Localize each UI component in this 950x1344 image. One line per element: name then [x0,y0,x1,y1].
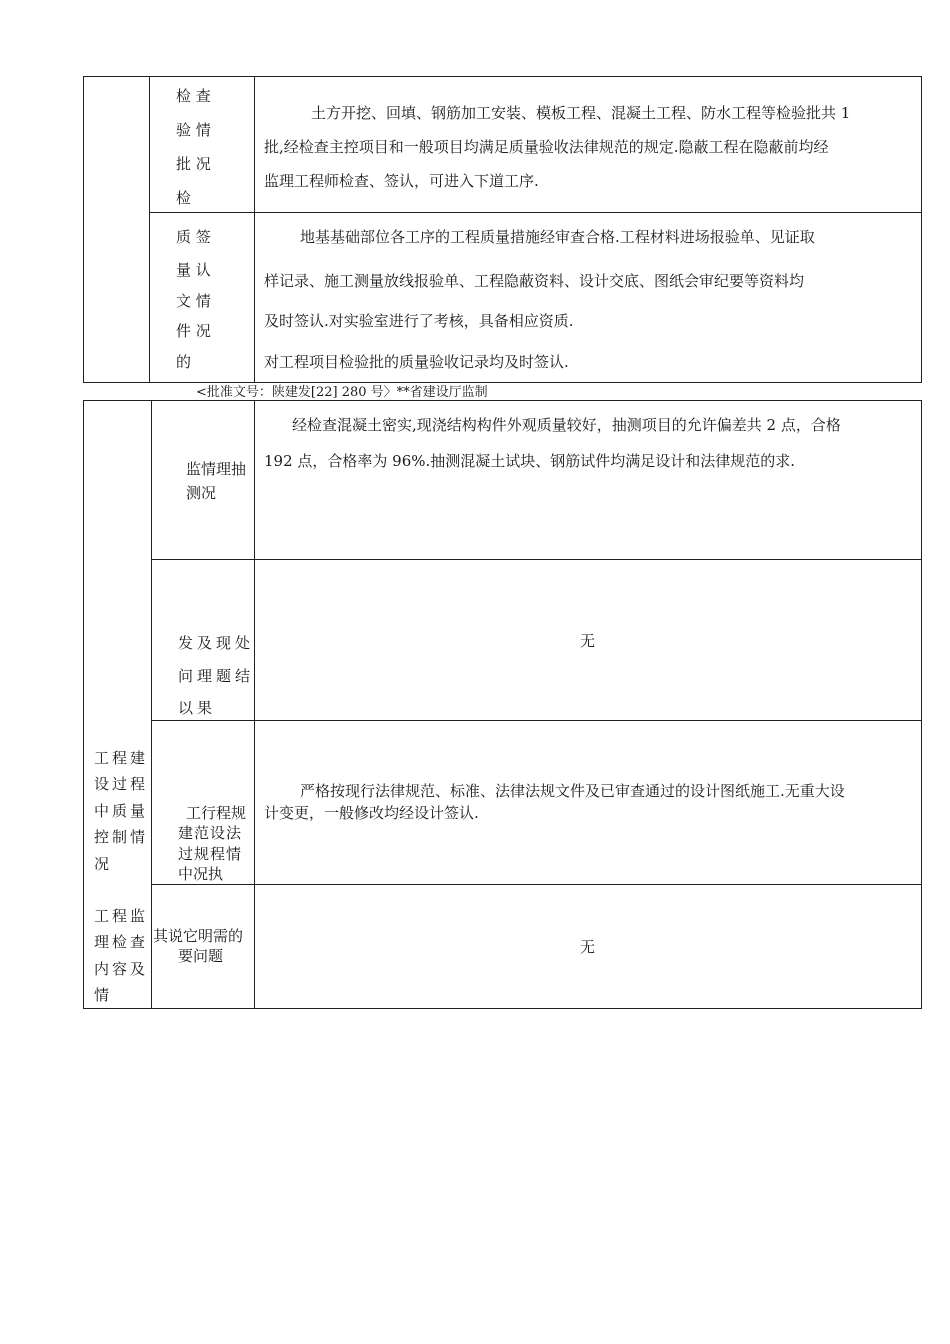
label-line: 的 [176,353,192,371]
content-line: 监理工程师检查、签认，可进入下道工序. [264,172,539,190]
content-line: 严格按现行法律规范、标准、法律法规文件及已审查通过的设计图纸施工.无重大设 [300,782,845,800]
content-line: 及时签认.对实验室进行了考核，具备相应资质. [264,312,574,330]
label-line: 检 查 [176,87,211,105]
label-line: 质 签 [176,228,211,246]
label-line: 发及现处 [178,634,255,652]
approval-caption: <批准文号：陕建发[22] 280 号〉**省建设厅监制 [196,385,488,400]
content-other-issues: 无 [580,938,596,956]
content-problems: 无 [580,632,596,650]
side-label-line: 内容及 [94,960,149,978]
label-line: 检 [176,189,192,207]
label-line: 过规程情 [178,845,243,863]
label-line: 要问题 [178,947,224,965]
content-line: 经检查混凝土密实,现浇结构构件外观质量较好，抽测项目的允许偏差共 2 点，合格 [292,416,841,434]
content-line: 批,经检查主控项目和一般项目均满足质量验收法律规范的规定.隐蔽工程在隐蔽前均经 [264,138,829,156]
label-line: 其说它明需的 [153,927,244,945]
label-line: 验 情 [176,121,211,139]
side-label-line: 工程监 [94,907,149,925]
content-line: 土方开挖、回填、钢筋加工安装、模板工程、混凝土工程、防水工程等检验批共 1 [311,104,851,122]
content-line: 192 点，合格率为 96%.抽测混凝土试块、钢筋试件均满足设计和法律规范的求. [264,452,796,470]
side-label-line: 况 [94,855,113,873]
side-label-line: 情 [94,986,113,1004]
label-line: 问理题结 [178,667,255,685]
label-line: 监情理抽 [186,460,247,478]
content-line: 对工程项目检验批的质量验收记录均及时签认. [264,353,569,371]
label-line: 件 况 [176,322,211,340]
content-line: 地基基础部位各工序的工程质量措施经审查合格.工程材料进场报验单、见证取 [300,228,815,246]
content-line: 样记录、施工测量放线报验单、工程隐蔽资料、设计交底、图纸会审纪要等资料均 [264,272,805,290]
side-label-line: 设过程 [94,775,149,793]
label-line: 测况 [186,484,217,502]
label-line: 建范设法 [178,824,243,842]
label-line: 文 情 [176,292,211,310]
side-label-line: 工程建 [94,749,149,767]
content-line: 计变更，一般修改均经设计签认. [264,804,479,822]
side-label-line: 控制情 [94,828,149,846]
label-line: 中况执 [178,865,224,883]
side-label-line: 理检查 [94,933,149,951]
side-label-line: 中质量 [94,802,149,820]
label-line: 以果 [178,699,217,717]
label-line: 量 认 [176,261,211,279]
label-line: 批 况 [176,155,211,173]
label-line: 工行程规 [186,804,247,822]
